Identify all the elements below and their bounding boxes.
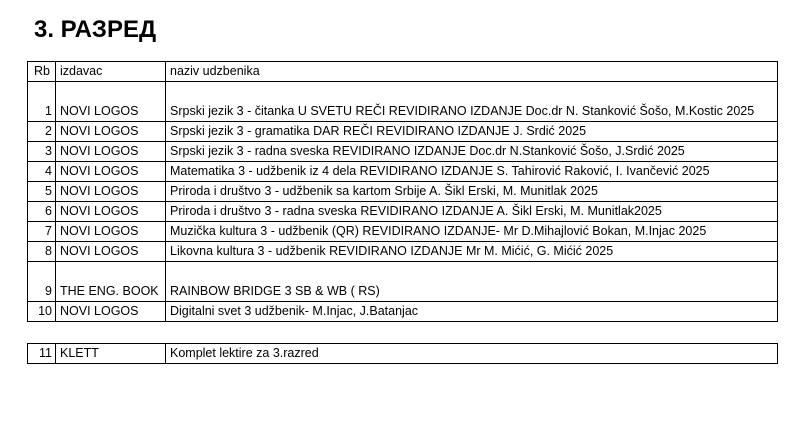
row-number: 1: [28, 82, 56, 122]
row-title: Digitalni svet 3 udžbenik- M.Injac, J.Batanjac: [166, 302, 778, 322]
header-rb: Rb: [28, 62, 56, 82]
table-row: [28, 344, 778, 364]
row-number: 11: [28, 344, 56, 364]
row-title: Muzička kultura 3 - udžbenik (QR) REVIDIRANO IZDANJE- Mr D.Mihajlović Bokan, M.Injac 2025: [166, 222, 778, 242]
table-row: [28, 302, 778, 322]
table-row: [28, 122, 778, 142]
row-publisher: NOVI LOGOS: [56, 242, 166, 262]
row-publisher: NOVI LOGOS: [56, 162, 166, 182]
row-title: Priroda i društvo 3 - radna sveska REVIDIRANO IZDANJE A. Šikl Erski, M. Munitlak2025: [166, 202, 778, 222]
row-number: 3: [28, 142, 56, 162]
row-number: 2: [28, 122, 56, 142]
row-number: 8: [28, 242, 56, 262]
row-publisher: NOVI LOGOS: [56, 82, 166, 122]
row-publisher: NOVI LOGOS: [56, 302, 166, 322]
table-row: [28, 82, 778, 122]
textbook-table: [27, 61, 778, 322]
row-title: Komplet lektire za 3.razred: [166, 344, 778, 364]
row-title: Priroda i društvo 3 - udžbenik sa kartom Srbije A. Šikl Erski, M. Munitlak 2025: [166, 182, 778, 202]
row-number: 10: [28, 302, 56, 322]
row-publisher: NOVI LOGOS: [56, 222, 166, 242]
row-number: 5: [28, 182, 56, 202]
row-publisher: NOVI LOGOS: [56, 182, 166, 202]
row-number: 6: [28, 202, 56, 222]
row-publisher: NOVI LOGOS: [56, 202, 166, 222]
row-title: Srpski jezik 3 - čitanka U SVETU REČI REVIDIRANO IZDANJE Doc.dr N. Stanković Šošo, M.Kostic 2025: [166, 82, 778, 122]
table-row: [28, 182, 778, 202]
row-number: 4: [28, 162, 56, 182]
table-row: [28, 242, 778, 262]
row-title: Srpski jezik 3 - gramatika DAR REČI REVIDIRANO IZDANJE J. Srdić 2025: [166, 122, 778, 142]
row-title: Likovna kultura 3 - udžbenik REVIDIRANO IZDANJE Mr M. Mićić, G. Mićić 2025: [166, 242, 778, 262]
row-number: 9: [28, 262, 56, 302]
row-publisher: NOVI LOGOS: [56, 142, 166, 162]
row-title: Matematika 3 - udžbenik iz 4 dela REVIDIRANO IZDANJE S. Tahirović Raković, I. Ivančević 2025: [166, 162, 778, 182]
row-number: 7: [28, 222, 56, 242]
table-row: [28, 202, 778, 222]
table-row: [28, 162, 778, 182]
table-row: [28, 222, 778, 242]
header-title: naziv udzbenika: [166, 62, 778, 82]
page-title: 3. РАЗРЕД: [34, 16, 157, 43]
table-row: [28, 142, 778, 162]
row-title: Srpski jezik 3 - radna sveska REVIDIRANO IZDANJE Doc.dr N.Stanković Šošo, J.Srdić 2025: [166, 142, 778, 162]
header-publisher: izdavac: [56, 62, 166, 82]
extra-table: [27, 343, 778, 364]
table-header-row: [28, 62, 778, 82]
row-publisher: KLETT: [56, 344, 166, 364]
row-publisher: NOVI LOGOS: [56, 122, 166, 142]
row-publisher: THE ENG. BOOK: [56, 262, 166, 302]
table-row: [28, 262, 778, 302]
row-title: RAINBOW BRIDGE 3 SB & WB ( RS): [166, 262, 778, 302]
